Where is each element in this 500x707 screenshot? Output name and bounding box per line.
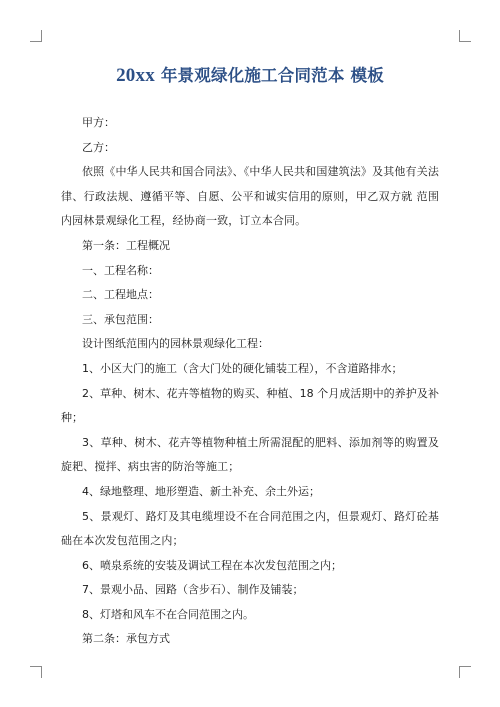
project-location-line: 二、工程地点： xyxy=(82,288,159,302)
preamble-paragraph: 依照《中华人民共和国合同法》、《中华人民共和国建筑法》及其他有关法律、行政法规、遵循平等、自愿、公平和诚实信用的原则，甲乙双方就 范围内园林景观绿化工程，经协商一致，订立本合同。 xyxy=(61,165,439,228)
title-text: 年景观绿化施工合同范本 模板 xyxy=(154,66,384,85)
scope-item-3: 3、草种、树木、花卉等植物种植土所需混配的肥料、添加剂等的购置及旋耙、搅拌、病虫害的防治等施工； xyxy=(61,435,439,474)
crop-mark-top-right xyxy=(459,30,471,42)
crop-mark-bottom-right xyxy=(459,666,471,678)
document-body xyxy=(61,111,439,652)
title-year: 20xx xyxy=(116,65,155,86)
project-name-line: 一、工程名称： xyxy=(82,263,159,277)
scope-item-7: 7、景观小品、园路（含步石）、制作及铺装； xyxy=(82,583,304,597)
scope-item-4: 4、绿地整理、地形塑造、新土补充、余土外运； xyxy=(82,484,320,498)
scope-intro: 设计图纸范围内的园林景观绿化工程： xyxy=(82,337,269,351)
scope-item-6: 6、喷泉系统的安装及调试工程在本次发包范围之内； xyxy=(82,558,342,572)
party-a-line: 甲方： xyxy=(82,116,115,129)
crop-mark-top-left xyxy=(30,30,42,42)
scope-item-1: 1、小区大门的施工（含大门处的硬化铺装工程），不含道路排水； xyxy=(82,361,403,375)
crop-mark-bottom-left xyxy=(30,666,42,678)
party-b-line: 乙方： xyxy=(82,140,115,154)
scope-item-5: 5、景观灯、路灯及其电缆埋设不在合同范围之内，但景观灯、路灯砼基础在本次发包范围之内； xyxy=(61,509,439,548)
scope-item-2: 2、草种、树木、花卉等植物的购买、种植、18 个月成活期中的养护及补种； xyxy=(61,386,439,425)
document-title xyxy=(0,62,500,87)
article-1-heading: 第一条：工程概况 xyxy=(82,238,170,252)
scope-item-8: 8、灯塔和风车不在合同范围之内。 xyxy=(82,607,254,621)
article-2-heading: 第二条：承包方式 xyxy=(82,632,170,646)
scope-line: 三、承包范围： xyxy=(82,312,159,326)
